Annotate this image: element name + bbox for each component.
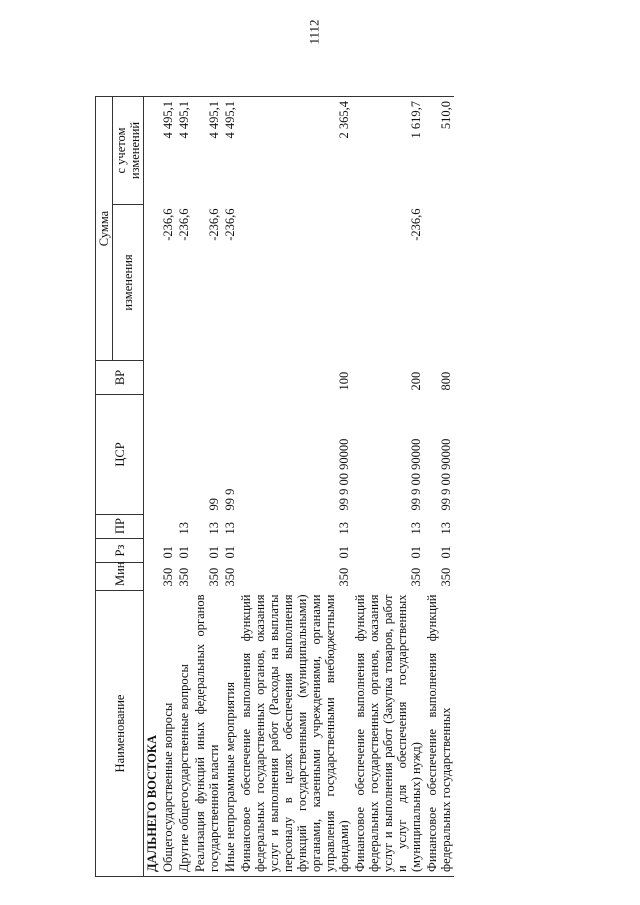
row-rz: 01: [223, 546, 237, 559]
row-rz: 01: [161, 546, 175, 559]
row-name: Финансовое обеспечение выполнения функций федеральных государственных органов, оказания услуг и выполнения работ (Расходы на выплаты персоналу в целях обеспечения выполнения функций государственными (муниципальными) органами, казенными учреждениями, органами управления государственными внебюджетными фондами): [238, 591, 352, 877]
row-vr: 100: [337, 371, 351, 391]
row-rz: 01: [207, 546, 221, 559]
section-title: ДАЛЬНЕГО ВОСТОКА: [144, 591, 161, 877]
row-csr: [176, 395, 192, 515]
row-rz: 01: [177, 546, 191, 559]
table-row: [192, 97, 222, 877]
section-row: [144, 97, 161, 877]
row-name: Другие общегосударственные вопросы: [176, 591, 192, 877]
row-vr: [176, 361, 192, 395]
row-pr: 13: [177, 522, 191, 535]
row-pr: 13: [207, 522, 221, 535]
row-pr: 13: [409, 522, 423, 535]
row-pr: 13: [337, 522, 351, 535]
table-row: [238, 97, 352, 877]
row-change: [238, 205, 352, 361]
row-change: -236,6: [161, 208, 175, 241]
row-total: 4 495,1: [160, 97, 176, 205]
row-csr: [160, 395, 176, 515]
row-total: 2 365,4: [238, 97, 352, 205]
row-pr: 13: [223, 522, 237, 535]
col-header-name: Наименование: [96, 591, 144, 877]
row-change: -236,6: [177, 208, 191, 241]
row-vr: 200: [409, 371, 423, 391]
col-header-vr: ВР: [96, 361, 144, 395]
row-vr: [192, 361, 222, 395]
row-change: -236,6: [207, 208, 221, 241]
row-pr: 13: [439, 522, 453, 535]
table-row: [176, 97, 192, 877]
row-total: 510,0: [424, 97, 454, 205]
col-header-sum: Сумма: [96, 97, 113, 361]
row-vr: [160, 361, 176, 395]
row-change: -236,6: [409, 208, 423, 241]
row-name: Финансовое обеспечение выполнения функций федеральных государственных органов, оказания услуг и выполнения работ (Закупка товаров, работ и услуг для обеспечения государственных (муниципальных) нужд): [352, 591, 424, 877]
table-row: [352, 97, 424, 877]
row-total: 4 495,1: [222, 97, 238, 205]
row-min: 350: [223, 567, 237, 587]
row-name: Финансовое обеспечение выполнения функций федеральных государственных: [424, 591, 454, 877]
row-csr: 99 9: [223, 488, 237, 511]
row-csr: 99 9 00 90000: [337, 438, 351, 511]
row-min: 350: [161, 567, 175, 587]
col-header-min: Мин: [96, 563, 144, 591]
row-min: 350: [337, 567, 351, 587]
row-change: -236,6: [223, 208, 237, 241]
row-min: 350: [439, 567, 453, 587]
row-pr: [160, 515, 176, 539]
row-change: [424, 205, 454, 361]
page-number: 1112: [307, 19, 323, 45]
row-name: Реализация функций иных федеральных органов государственной власти: [192, 591, 222, 877]
row-total: 1 619,7: [352, 97, 424, 205]
header-row: [96, 97, 113, 877]
row-csr: 99 9 00 90000: [409, 438, 423, 511]
row-min: 350: [207, 567, 221, 587]
row-vr: [222, 361, 238, 395]
col-header-rz: Рз: [96, 539, 144, 563]
table-row: [160, 97, 176, 877]
row-rz: 01: [337, 546, 351, 559]
row-total: 4 495,1: [192, 97, 222, 205]
row-csr: 99: [207, 498, 221, 511]
row-rz: 01: [439, 546, 453, 559]
row-csr: 99 9 00 90000: [439, 438, 453, 511]
row-name: Общегосударственные вопросы: [160, 591, 176, 877]
budget-table-rotated: [95, 97, 600, 877]
col-header-csr: ЦСР: [96, 395, 144, 515]
table-row: [222, 97, 238, 877]
row-min: 350: [177, 567, 191, 587]
col-header-pr: ПР: [96, 515, 144, 539]
row-name: Иные непрограммные мероприятия: [222, 591, 238, 877]
col-header-change: изменения: [113, 205, 144, 361]
row-min: 350: [409, 567, 423, 587]
row-vr: 800: [439, 371, 453, 391]
row-rz: 01: [409, 546, 423, 559]
col-header-with-change: с учетом изменений: [113, 97, 144, 205]
table-row: [424, 97, 454, 877]
row-total: 4 495,1: [176, 97, 192, 205]
budget-table: [95, 96, 454, 877]
